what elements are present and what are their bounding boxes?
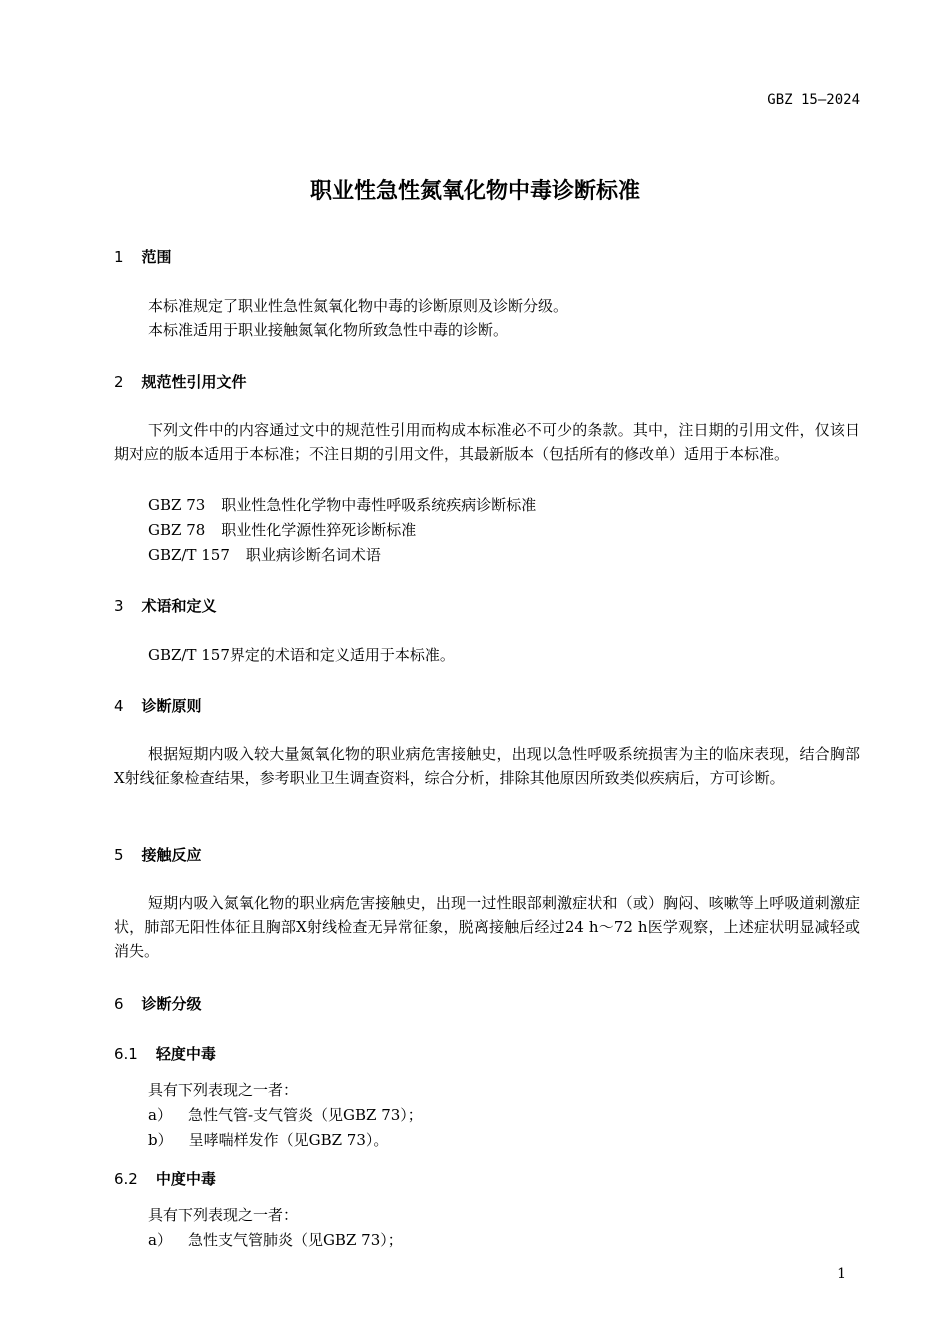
standard-code: GBZ 15—2024 bbox=[767, 92, 860, 108]
section-title: 诊断原则 bbox=[141, 697, 202, 715]
section-1-para-1: 本标准规定了职业性急性氮氧化物中毒的诊断原则及诊断分级。 bbox=[148, 297, 569, 315]
section-1-para-2: 本标准适用于职业接触氮氧化物所致急性中毒的诊断。 bbox=[148, 321, 509, 339]
list-marker: a） bbox=[148, 1106, 172, 1124]
section-6-heading bbox=[114, 993, 202, 1014]
section-4-heading bbox=[114, 695, 202, 716]
section-6-1-heading bbox=[114, 1043, 216, 1064]
section-6-2-heading bbox=[114, 1168, 216, 1189]
section-1-heading bbox=[114, 246, 172, 267]
section-number: 4 bbox=[114, 697, 124, 715]
section-number: 3 bbox=[114, 597, 124, 615]
section-6-1-intro: 具有下列表现之一者： bbox=[148, 1081, 299, 1099]
list-item bbox=[148, 1104, 423, 1125]
section-number: 2 bbox=[114, 373, 124, 391]
reference-name: 职业病诊断名词术语 bbox=[245, 546, 381, 564]
reference-item bbox=[148, 519, 416, 540]
section-3-heading bbox=[114, 595, 217, 616]
section-title: 规范性引用文件 bbox=[141, 373, 247, 391]
reference-item bbox=[148, 544, 381, 565]
section-4-para: 根据短期内吸入较大量氮氧化物的职业病危害接触史，出现以急性呼吸系统损害为主的临床表现，结合胸部X射线征象检查结果，参考职业卫生调查资料，综合分析，排除其他原因所致类似疾病后，方可诊断。 bbox=[114, 745, 860, 787]
section-5-heading bbox=[114, 844, 202, 865]
section-title: 轻度中毒 bbox=[155, 1045, 216, 1063]
section-6-2-intro: 具有下列表现之一者： bbox=[148, 1206, 299, 1224]
section-title: 中度中毒 bbox=[155, 1170, 216, 1188]
section-title: 范围 bbox=[141, 248, 172, 266]
section-2-para: 下列文件中的内容通过文中的规范性引用而构成本标准必不可少的条款。其中，注日期的引用文件，仅该日期对应的版本适用于本标准；不注日期的引用文件，其最新版本（包括所有的修改单）适用于本标准。 bbox=[114, 421, 860, 463]
reference-item bbox=[148, 494, 536, 515]
section-title: 诊断分级 bbox=[141, 995, 202, 1013]
section-5-para: 短期内吸入氮氧化物的职业病危害接触史，出现一过性眼部刺激症状和（或）胸闷、咳嗽等上呼吸道刺激症状，肺部无阳性体征且胸部X射线检查无异常征象，脱离接触后经过24 h～72 h医学观察，上述症状明显减轻或消失。 bbox=[114, 894, 860, 960]
reference-name: 职业性化学源性猝死诊断标准 bbox=[221, 521, 417, 539]
section-3-para: GBZ/T 157界定的术语和定义适用于本标准。 bbox=[148, 646, 455, 664]
section-number: 6.2 bbox=[114, 1170, 138, 1188]
reference-name: 职业性急性化学物中毒性呼吸系统疾病诊断标准 bbox=[221, 496, 537, 514]
list-item bbox=[148, 1129, 388, 1150]
section-title: 接触反应 bbox=[141, 846, 202, 864]
section-2-heading bbox=[114, 371, 247, 392]
page-number: 1 bbox=[837, 1266, 846, 1282]
document-title: 职业性急性氮氧化物中毒诊断标准 bbox=[309, 179, 640, 204]
reference-code: GBZ 73 bbox=[148, 496, 206, 514]
section-number: 5 bbox=[114, 846, 124, 864]
reference-code: GBZ/T 157 bbox=[148, 546, 230, 564]
list-item bbox=[148, 1229, 403, 1250]
section-number: 1 bbox=[114, 248, 124, 266]
reference-code: GBZ 78 bbox=[148, 521, 206, 539]
list-text: 急性支气管肺炎（见GBZ 73）； bbox=[187, 1231, 403, 1249]
section-title: 术语和定义 bbox=[141, 597, 217, 615]
list-marker: b） bbox=[148, 1131, 173, 1149]
section-number: 6.1 bbox=[114, 1045, 138, 1063]
section-number: 6 bbox=[114, 995, 124, 1013]
list-text: 呈哮喘样发作（见GBZ 73）。 bbox=[188, 1131, 389, 1149]
list-marker: a） bbox=[148, 1231, 172, 1249]
list-text: 急性气管-支气管炎（见GBZ 73）； bbox=[187, 1106, 423, 1124]
